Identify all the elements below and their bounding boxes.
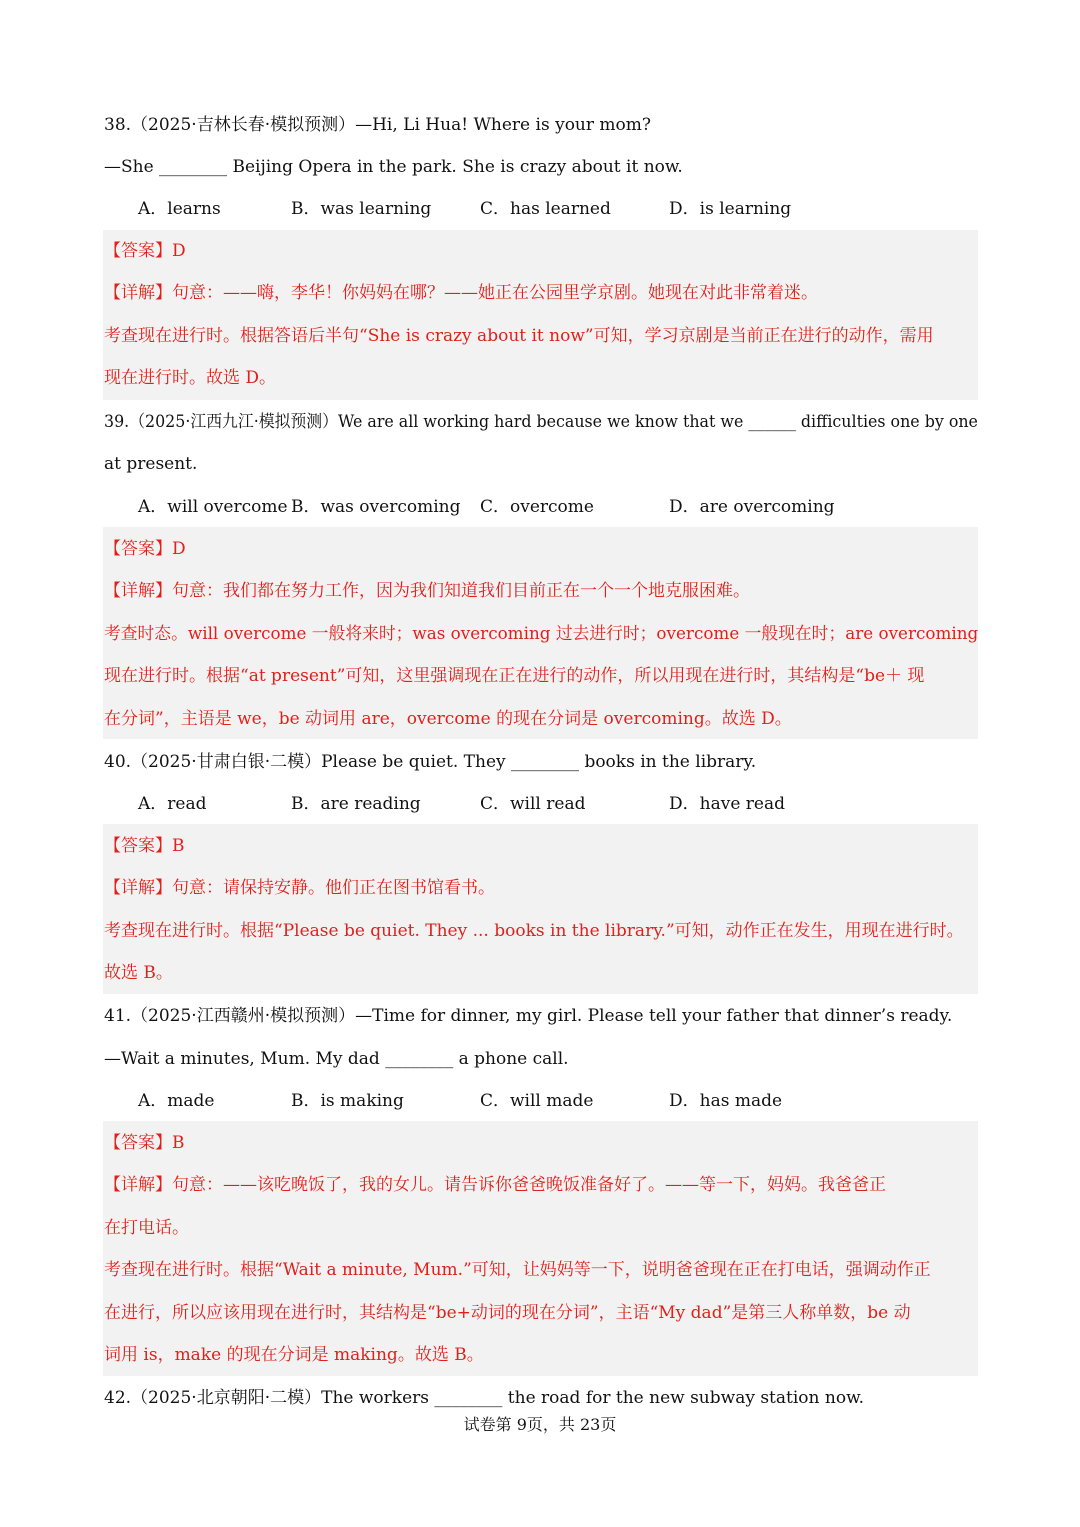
explain-39-3: 现在进行时。根据“at present”可知，这里强调现在正在进行的动作，所以用现在进行时，其结构是“be＋ 现 <box>104 666 925 686</box>
explain-38-2: 考查现在进行时。根据答语后半句“She is crazy about it now”可知，学习京剧是当前正在进行的动作，需用 <box>104 326 934 346</box>
option-d: D．have read <box>669 794 785 814</box>
explain-41-4: 在进行，所以应该用现在进行时，其结构是“be+动词的现在分词”，主语“My dad”是第三人称单数，be 动 <box>104 1303 911 1323</box>
explain-39-2: 考查时态。will overcome 一般将来时；was overcoming 过去进行时；overcome 一般现在时；are overcoming <box>104 624 979 644</box>
option-d: D．is learning <box>669 199 792 219</box>
explain-41-5: 词用 is，make 的现在分词是 making。故选 B。 <box>104 1345 484 1365</box>
option-b: B．are reading <box>291 794 421 814</box>
option-a: A．made <box>138 1091 215 1111</box>
option-b: B．was learning <box>291 199 432 219</box>
answer-box-41 <box>103 1121 978 1376</box>
question-40-stem: 40.（2025·甘肃白银·二模）Please be quiet. They ________ books in the library. <box>104 752 757 772</box>
option-c: C．overcome <box>480 497 594 517</box>
option-d: D．are overcoming <box>669 497 835 517</box>
option-a: A．read <box>138 794 207 814</box>
explain-39-1: 【详解】句意：我们都在努力工作，因为我们知道我们目前正在一个一个地克服困难。 <box>104 581 750 601</box>
page-footer: 试卷第 9页，共 23页 <box>463 1415 617 1434</box>
explain-38-3: 现在进行时。故选 D。 <box>104 368 277 388</box>
option-a: A．learns <box>138 199 221 219</box>
answer-41: 【答案】B <box>104 1133 185 1153</box>
question-42-stem: 42.（2025·北京朝阳·二模）The workers ________ the road for the new subway station now. <box>104 1388 865 1408</box>
option-c: C．will read <box>480 794 586 814</box>
answer-40: 【答案】B <box>104 836 185 856</box>
option-c: C．will made <box>480 1091 594 1111</box>
explain-40-3: 故选 B。 <box>104 963 173 983</box>
option-b: B．is making <box>291 1091 404 1111</box>
question-39-stem-2: at present. <box>104 454 198 474</box>
question-41-stem-2: —Wait a minutes, Mum. My dad ________ a phone call. <box>104 1049 569 1069</box>
option-b: B．was overcoming <box>291 497 461 517</box>
option-c: C．has learned <box>480 199 611 219</box>
explain-38-1: 【详解】句意：——嗨，李华！你妈妈在哪？——她正在公园里学京剧。她现在对此非常着迷。 <box>104 283 818 303</box>
explain-40-1: 【详解】句意：请保持安静。他们正在图书馆看书。 <box>104 878 495 898</box>
question-38-stem-2: —She ________ Beijing Opera in the park. She is crazy about it now. <box>104 157 683 177</box>
question-39-stem: 39.（2025·江西九江·模拟预测）We are all working hard because we know that we ______ difficulties one by one <box>104 412 978 432</box>
explain-40-2: 考查现在进行时。根据“Please be quiet. They ... books in the library.”可知，动作正在发生，用现在进行时。 <box>104 921 964 941</box>
explain-41-2: 在打电话。 <box>104 1218 189 1238</box>
question-38-stem: 38.（2025·吉林长春·模拟预测）—Hi, Li Hua! Where is your mom? <box>104 115 651 135</box>
option-a: A．will overcome <box>138 497 288 517</box>
explain-39-4: 在分词”，主语是 we，be 动词用 are，overcome 的现在分词是 overcoming。故选 D。 <box>104 709 792 729</box>
explain-41-3: 考查现在进行时。根据“Wait a minute, Mum.”可知，让妈妈等一下，说明爸爸现在正在打电话，强调动作正 <box>104 1260 931 1280</box>
option-d: D．has made <box>669 1091 783 1111</box>
answer-38: 【答案】D <box>104 241 186 261</box>
answer-39: 【答案】D <box>104 539 186 559</box>
question-41-stem: 41.（2025·江西赣州·模拟预测）—Time for dinner, my girl. Please tell your father that dinner’s ready. <box>104 1006 953 1026</box>
explain-41-1: 【详解】句意：——该吃晚饭了，我的女儿。请告诉你爸爸晚饭准备好了。——等一下，妈妈。我爸爸正 <box>104 1175 886 1195</box>
